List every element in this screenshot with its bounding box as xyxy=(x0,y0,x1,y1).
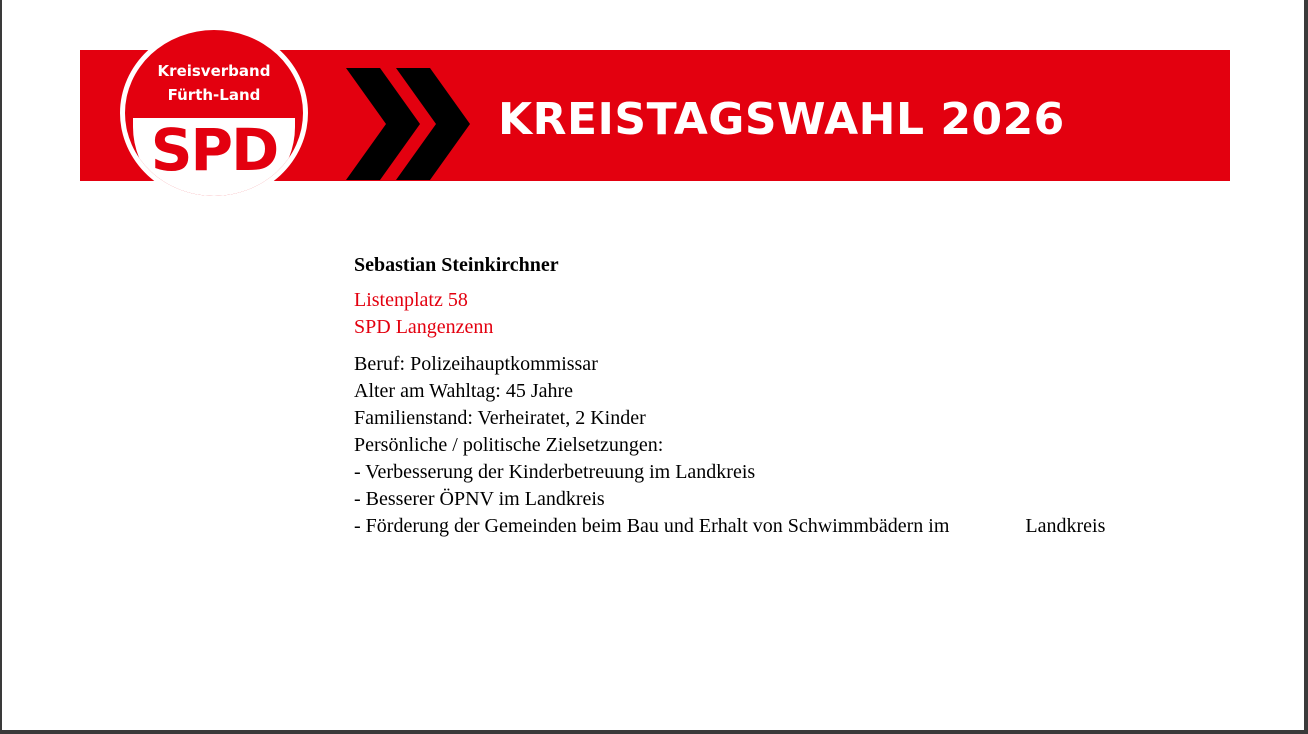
candidate-info xyxy=(354,252,1254,540)
chevron-arrows-icon xyxy=(346,68,486,180)
detail-line-last-start: - Förderung der Gemeinden beim Bau und Erhalt von Schwimmbädern im xyxy=(354,515,950,537)
list-place: Listenplatz 58 xyxy=(354,289,468,311)
detail-line: Familienstand: Verheiratet, 2 Kinder xyxy=(354,407,646,429)
detail-line: Alter am Wahltag: 45 Jahre xyxy=(354,380,574,402)
detail-line: Persönliche / politische Zielsetzungen: xyxy=(354,434,664,456)
details-block xyxy=(354,351,1254,540)
spd-logo xyxy=(120,25,308,201)
document-page xyxy=(2,0,1304,730)
logo-text-spd: SPD xyxy=(150,116,278,184)
detail-line-last-end: Landkreis xyxy=(1025,515,1106,537)
list-info xyxy=(354,287,1254,341)
detail-line: - Besserer ÖPNV im Landkreis xyxy=(354,488,605,510)
candidate-name: Sebastian Steinkirchner xyxy=(354,254,559,276)
banner-title: KREISTAGSWAHL 2026 xyxy=(498,94,1065,145)
local-party: SPD Langenzenn xyxy=(354,316,494,338)
detail-line-last xyxy=(354,513,1254,540)
detail-line: Beruf: Polizeihauptkommissar xyxy=(354,353,598,375)
detail-line: - Verbesserung der Kinderbetreuung im Landkreis xyxy=(354,461,756,483)
logo-text-kreisverband: Kreisverband xyxy=(157,62,271,80)
logo-text-region: Fürth-Land xyxy=(167,86,261,104)
